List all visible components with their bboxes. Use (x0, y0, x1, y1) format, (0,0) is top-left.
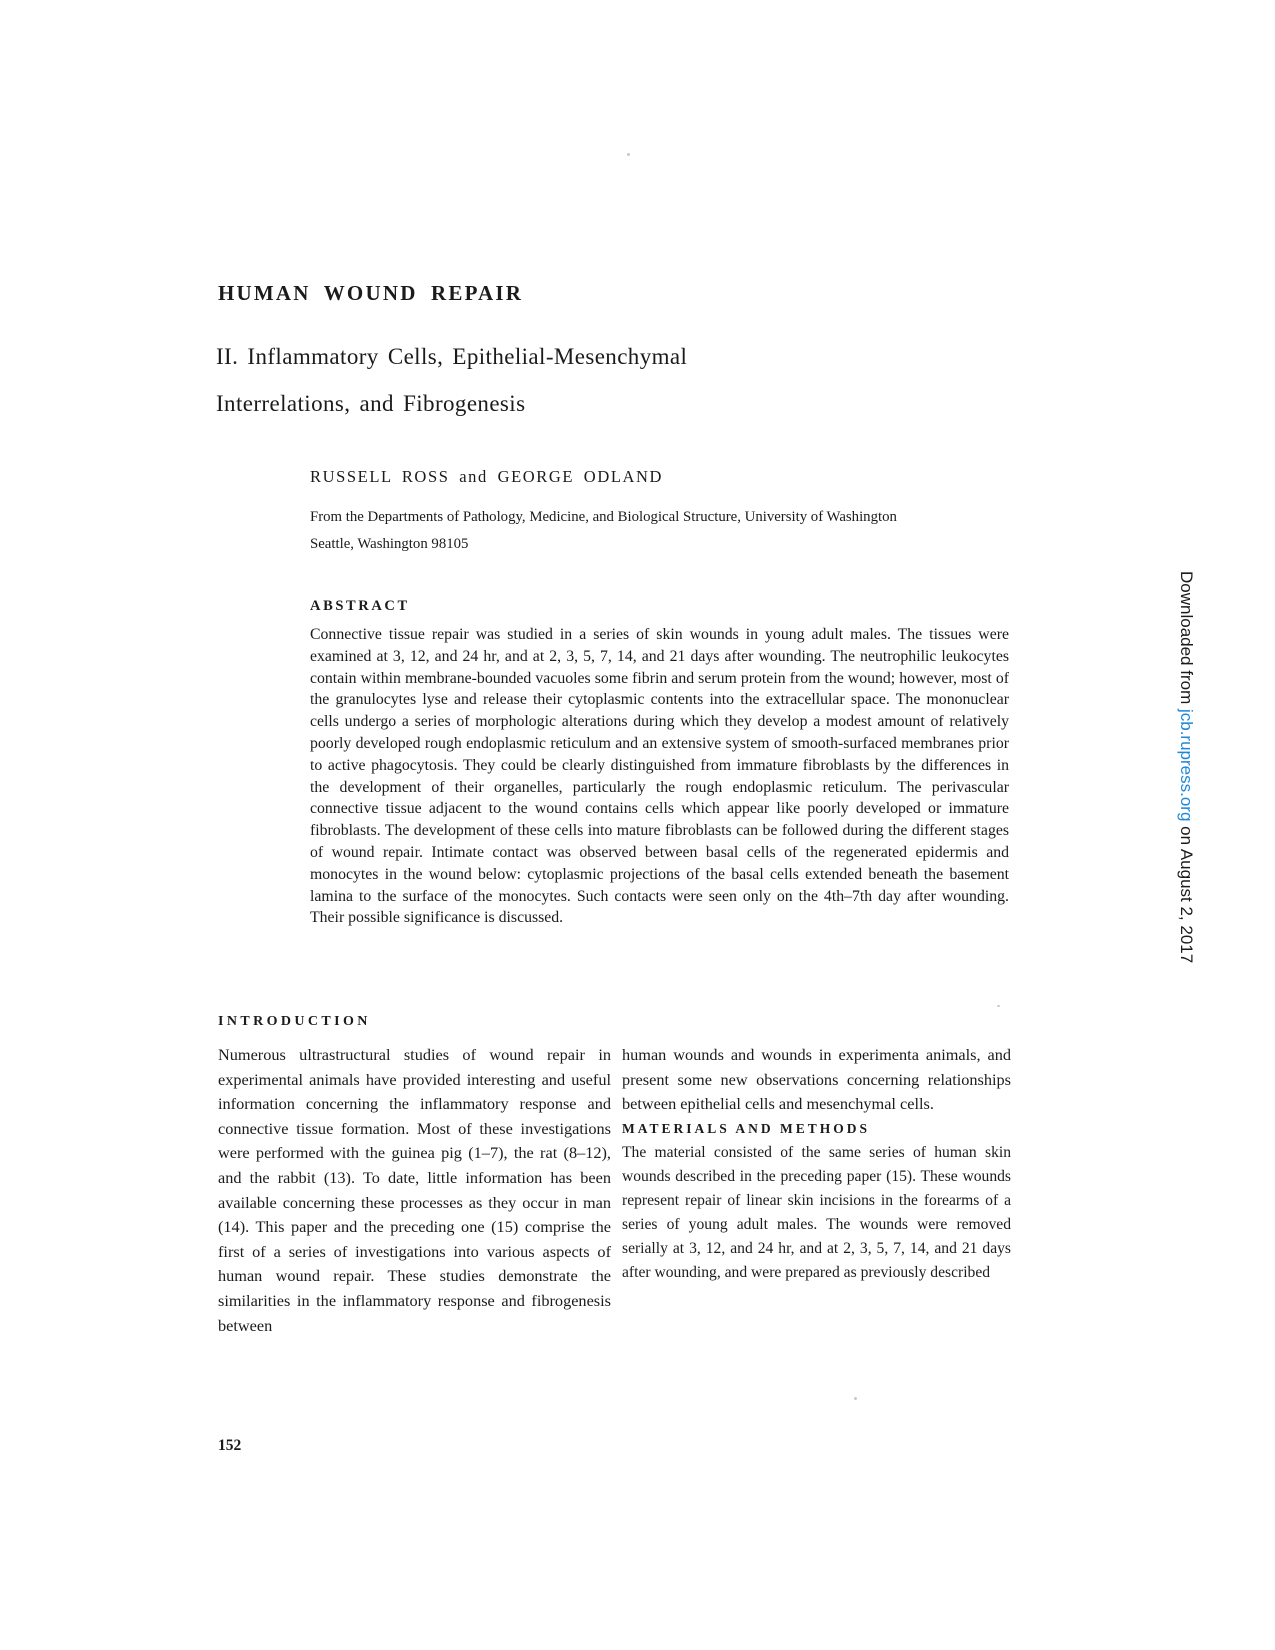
scan-speck (997, 1005, 1000, 1007)
article-subtitle-line2: Interrelations, and Fibrogenesis (216, 391, 526, 416)
scan-speck (627, 153, 630, 156)
author-names: RUSSELL ROSS and GEORGE ODLAND (310, 467, 664, 486)
affiliation-line2: Seattle, Washington 98105 (310, 536, 469, 552)
affiliation-line1: From the Departments of Pathology, Medicine, and Biological Structure, University of Washington (310, 509, 897, 525)
article-subtitle (216, 333, 687, 427)
page-number: 152 (218, 1437, 242, 1454)
author-affiliation (310, 504, 1010, 558)
introduction-heading: INTRODUCTION (218, 1014, 371, 1029)
abstract-heading: ABSTRACT (310, 598, 410, 614)
article-series-title: HUMAN WOUND REPAIR (218, 281, 524, 305)
introduction-paragraph-left: Numerous ultrastructural studies of wound repair in experimental animals have provided interesting and useful information concerning the inflammatory response and connective tissue formation. Most of these investigations were performed with the guinea pig (1–7), the rat (8–12), and the rabbit (13). To date, little information has been available concerning these processes as they occur in man (14). This paper and the preceding one (15) comprise the first of a series of investigations into various aspects of human wound repair. These studies demonstrate the similarities in the inflammatory response and fibrogenesis between (218, 1045, 611, 1335)
download-watermark (1176, 571, 1196, 963)
scan-speck (854, 1397, 857, 1400)
left-column (218, 1043, 611, 1338)
watermark-link[interactable]: jcb.rupress.org (1177, 708, 1196, 822)
article-subtitle-line1: II. Inflammatory Cells, Epithelial-Mesenchymal (216, 344, 688, 369)
methods-heading: MATERIALS AND METHODS (622, 1120, 871, 1136)
methods-paragraph: The material consisted of the same series of human skin wounds described in the preceding paper (15). These wounds represent repair of linear skin incisions in the forearms of a series of young adult males. The wounds were removed serially at 3, 12, and 24 hr, and at 2, 3, 5, 7, 14, and 21 days after wounding, and were prepared as previously described (622, 1144, 1011, 1282)
introduction-paragraph-right: human wounds and wounds in experimenta animals, and present some new observations concerning relationships between epithelial cells and mesenchymal cells. (622, 1045, 1011, 1114)
watermark-suffix: on August 2, 2017 (1177, 821, 1196, 964)
watermark-prefix: Downloaded from (1177, 571, 1196, 709)
abstract-paragraph: Connective tissue repair was studied in a series of skin wounds in young adult males. The tissues were examined at 3, 12, and 24 hr, and at 2, 3, 5, 7, 14, and 21 days after wounding. The neutrophilic leukocytes contain within membrane-bounded vacuoles some fibrin and serum protein from the wound; however, most of the granulocytes lyse and release their cytoplasmic contents into the extracellular space. The mononuclear cells undergo a series of morphologic alterations during which they develop a modest amount of relatively poorly developed rough endoplasmic reticulum and an extensive system of smooth-surfaced membranes prior to active phagocytosis. They could be clearly distinguished from immature fibroblasts by the differences in the development of their organelles, particularly the rough endoplasmic reticulum. The perivascular connective tissue adjacent to the wound contains cells which appear like poorly developed or immature fibroblasts. The development of these cells into mature fibroblasts can be followed during the different stages of wound repair. Intimate contact was observed between basal cells of the regenerated epidermis and monocytes in the wound below: cytoplasmic projections of the basal cells extended beneath the basement lamina to the surface of the monocytes. Such contacts were seen only on the 4th–7th day after wounding. Their possible significance is discussed. (310, 626, 1009, 927)
right-column (622, 1043, 1011, 1285)
